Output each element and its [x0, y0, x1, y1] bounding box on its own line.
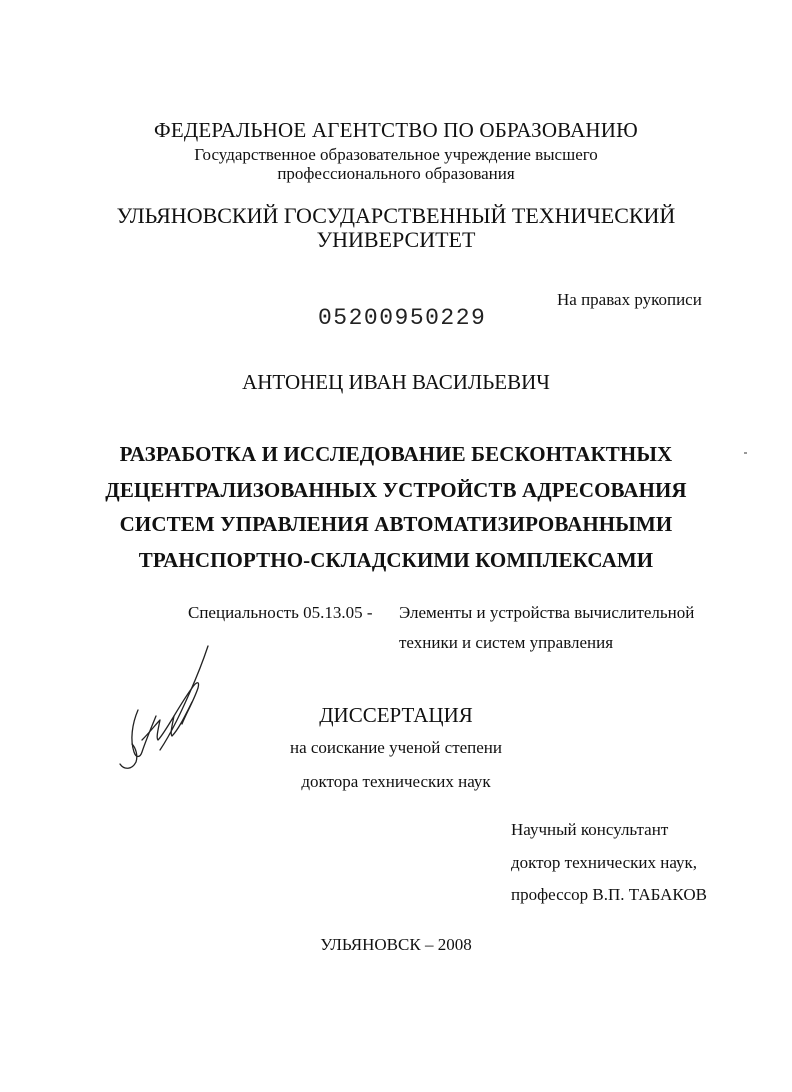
rights-note: На правах рукописи [557, 290, 702, 309]
catalog-code: 05200950229 [318, 305, 487, 331]
dissertation-heading: ДИССЕРТАЦИЯ [319, 703, 473, 727]
university-line-1: УЛЬЯНОВСКИЙ ГОСУДАРСТВЕННЫЙ ТЕХНИЧЕСКИЙ [116, 203, 676, 228]
consultant-line-2: доктор технических наук, [511, 853, 698, 872]
consultant-line-1: Научный консультант [511, 820, 669, 839]
specialty-value-line-2: техники и систем управления [399, 633, 614, 652]
degree-line-1: на соискание ученой степени [289, 738, 503, 757]
consultant-line-3: профессор В.П. ТАБАКОВ [511, 885, 707, 904]
scan-speck [744, 452, 747, 454]
university-line-2: УНИВЕРСИТЕТ [316, 227, 476, 252]
title-line-1: РАЗРАБОТКА И ИССЛЕДОВАНИЕ БЕСКОНТАКТНЫХ [119, 442, 673, 466]
specialty-label: Специальность 05.13.05 - [188, 603, 373, 622]
city-year: УЛЬЯНОВСК – 2008 [320, 935, 472, 954]
institution-line-1: Государственное образовательное учреждение высшего [194, 145, 598, 164]
agency-heading: ФЕДЕРАЛЬНОЕ АГЕНТСТВО ПО ОБРАЗОВАНИЮ [154, 118, 638, 142]
author-name: АНТОНЕЦ ИВАН ВАСИЛЬЕВИЧ [242, 370, 550, 394]
institution-line-2: профессионального образования [277, 164, 515, 183]
title-line-3: СИСТЕМ УПРАВЛЕНИЯ АВТОМАТИЗИРОВАННЫМИ [119, 512, 673, 536]
specialty-value-line-1: Элементы и устройства вычислительной [399, 603, 695, 622]
degree-line-2: доктора технических наук [301, 772, 491, 791]
title-line-2: ДЕЦЕНТРАЛИЗОВАННЫХ УСТРОЙСТВ АДРЕСОВАНИЯ [105, 478, 687, 502]
title-line-4: ТРАНСПОРТНО-СКЛАДСКИМИ КОМПЛЕКСАМИ [138, 548, 654, 572]
